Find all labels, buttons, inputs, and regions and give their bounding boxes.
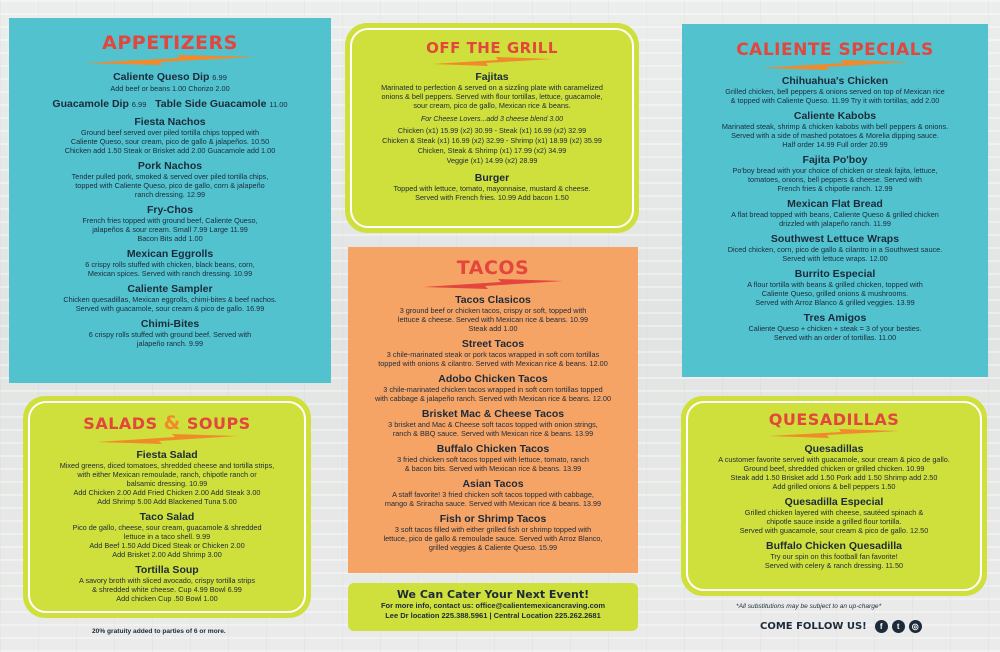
menu-item: Southwest Lettuce Wraps Diced chicken, corn, pico de gallo & cilantro in a Southwest sauce. Served with lettuce wraps. 12.00 bbox=[727, 233, 943, 263]
catering-title: We Can Cater Your Next Event! bbox=[396, 588, 590, 601]
quesadillas-title: QUESADILLAS bbox=[768, 410, 900, 429]
menu-item: Quesadillas A customer favorite served with guacamole, sour cream & pico de gallo. Ground beef, shredded chicken or grilled chicken. 10.99 Steak add 1.50 Brisket add 1.50 Pork add 1.50 Shrimp add 2.50 Add grilled onions & bell peppers 1.50 bbox=[718, 443, 950, 491]
menu-item: Fiesta Salad Mixed greens, diced tomatoes, shredded cheese and tortilla strips, with either Mexican remoulade, ranch, chipotle ranch or balsamic dressing. 10.99 Add Chicken 2.00 Add Fried Chicken 2.00 Add Steak 3.00 Add Shrimp 5.00 Add Blackened Tuna 5.00 bbox=[59, 449, 275, 506]
appetizers-list bbox=[9, 71, 331, 348]
specials-list bbox=[682, 75, 988, 342]
menu-item: Fajitas Marinated to perfection & served on a sizzling plate with caramelized onions & bell peppers. Served with flour tortillas, lettuce, guacamole, sour cream, pico de gallo, Mexican rice & beans. For Cheese Lovers...add 3 cheese blend 3.00 Chicken (x1) 15.99 (x2) 30.99 - Steak (x1) 16.99 (x2) 32.99 Chicken & Steak (x1) 16.99 (x2) 32.99 - Shrimp (x1) 18.99 (x2) 35.99 Chicken, Steak & Shrimp (x1) 17.99 (x2) 34.99 Veggie (x1) 14.99 (x2) 28.99 bbox=[345, 71, 639, 166]
menu-item: Street Tacos 3 chile-marinated steak or pork tacos wrapped in soft corn tortillas topped with onions & cilantro. Served with Mexican rice & beans. 12.00 bbox=[378, 338, 608, 368]
catering-locations: Lee Dr location 225.388.5961 | Central Location 225.262.2681 bbox=[385, 611, 601, 620]
instagram-icon[interactable]: ◎ bbox=[909, 620, 922, 633]
off-the-grill-panel bbox=[345, 23, 639, 233]
menu-item: Guacamole Dip 6.99 Table Side Guacamole 11.00 bbox=[52, 98, 288, 110]
menu-item: Chimi-Bites 6 crispy rolls stuffed with ground beef. Served with jalapeño ranch. 9.99 bbox=[88, 318, 252, 348]
quesadillas-panel bbox=[681, 396, 987, 596]
menu-item: Burger Topped with lettuce, tomato, mayonnaise, mustard & cheese. Served with French fries. 10.99 Add bacon 1.50 bbox=[393, 172, 591, 202]
gratuity-note: 20% gratuity added to parties of 6 or more. bbox=[92, 628, 226, 635]
caliente-specials-title: CALIENTE SPECIALS bbox=[736, 40, 934, 60]
salads-soups-title: SALADS & SOUPS bbox=[83, 412, 251, 434]
tacos-title: TACOS bbox=[456, 257, 530, 279]
menu-item: Quesadilla Especial Grilled chicken layered with cheese, sautéed spinach & chipotle sauce inside a grilled flour tortilla. Served with guacamole, sour cream & pico de gallo. 12.50 bbox=[739, 496, 929, 535]
menu-item: Caliente Kabobs Marinated steak, shrimp & chicken kabobs with bell peppers & onions. Served with a side of mashed potatoes & Morelia dipping sauce. Half order 14.99 Full order 20.99 bbox=[721, 110, 949, 149]
menu-item: Tacos Clasicos 3 ground beef or chicken tacos, crispy or soft, topped with lettuce & cheese. Served with Mexican rice & beans. 10.99 Steak add 1.00 bbox=[397, 294, 589, 333]
tacos-list bbox=[348, 294, 638, 552]
quesadillas-list bbox=[681, 443, 987, 570]
follow-label: COME FOLLOW US! bbox=[760, 621, 867, 632]
menu-item: Tortilla Soup A savory broth with sliced avocado, crispy tortilla strips & shredded white cheese. Cup 4.99 Bowl 6.99 Add chicken Cup .50 Bowl 1.00 bbox=[78, 564, 255, 603]
caliente-specials-panel bbox=[682, 24, 988, 377]
menu-item: Buffalo Chicken Tacos 3 fried chicken soft tacos topped with lettuce, tomato, ranch & bacon bits. Served with Mexican rice & beans. 13.99 bbox=[397, 443, 589, 473]
cheese-note: For Cheese Lovers...add 3 cheese blend 3.00 bbox=[420, 116, 564, 123]
lightning-bolt-icon bbox=[760, 60, 910, 70]
tacos-panel bbox=[348, 247, 638, 573]
substitutions-note: *All substitutions may be subject to an up-charge* bbox=[736, 603, 882, 610]
lightning-bolt-icon bbox=[769, 429, 899, 438]
menu-item: Burrito Especial A flour tortilla with beans & grilled chicken, topped with Caliente Queso, grilled onions & mushrooms. Served with Arroz Blanco & grilled veggies. 13.99 bbox=[747, 268, 923, 307]
menu-item: Tres Amigos Caliente Queso + chicken + steak = 3 of your besties. Served with an order of tortillas. 11.00 bbox=[748, 312, 922, 342]
menu-item: Mexican Eggrolls 6 crispy rolls stuffed with chicken, black beans, corn, Mexican spices. Served with ranch dressing. 10.99 bbox=[85, 248, 255, 278]
menu-item: Brisket Mac & Cheese Tacos 3 brisket and Mac & Cheese soft tacos topped with onion strings, ranch & BBQ sauce. Served with Mexican rice & beans. 13.99 bbox=[388, 408, 598, 438]
facebook-icon[interactable]: f bbox=[875, 620, 888, 633]
menu-item: Buffalo Chicken Quesadilla Try our spin on this football fan favorite! Served with celery & ranch dressing. 11.50 bbox=[764, 540, 904, 570]
menu-item: Adobo Chicken Tacos 3 chile-marinated chicken tacos wrapped in soft corn tortillas topped with cabbage & jalapeño ranch. Served with Mexican rice & beans. 12.00 bbox=[374, 373, 612, 403]
menu-item: Taco Salad Pico de gallo, cheese, sour cream, guacamole & shredded lettuce in a taco shell. 9.99 Add Beef 1.50 Add Diced Steak or Chicken 2.00 Add Brisket 2.00 Add Shrimp 3.00 bbox=[72, 511, 262, 559]
lightning-bolt-icon bbox=[423, 279, 563, 289]
menu-item: Mexican Flat Bread A flat bread topped with beans, Caliente Queso & grilled chicken drizzled with jalapeño ranch. 11.99 bbox=[731, 198, 939, 228]
twitter-icon[interactable]: t bbox=[892, 620, 905, 633]
off-the-grill-title: OFF THE GRILL bbox=[426, 39, 558, 57]
menu-item: Fry-Chos French fries topped with ground beef, Caliente Queso, jalapeños & sour cream. Small 7.99 Large 11.99 Bacon Bits add 1.00 bbox=[82, 204, 258, 243]
lightning-bolt-icon bbox=[432, 57, 552, 66]
salads-list bbox=[23, 449, 311, 603]
fajita-price-row: Chicken (x1) 15.99 (x2) 30.99 - Steak (x1) 16.99 (x2) 32.99 bbox=[397, 126, 587, 135]
fajita-price-row: Chicken & Steak (x1) 16.99 (x2) 32.99 - Shrimp (x1) 18.99 (x2) 35.99 bbox=[382, 136, 602, 145]
catering-contact: For more info, contact us: office@calientemexicancraving.com bbox=[380, 601, 606, 610]
menu-item: Fajita Po'boy Po'boy bread with your choice of chicken or steak fajita, lettuce, tomatoes, onions, bell peppers & cheese. Served with French fries & chipotle ranch. 12.99 bbox=[732, 154, 938, 193]
fajita-price-row: Chicken, Steak & Shrimp (x1) 17.99 (x2) 34.99 bbox=[417, 146, 567, 155]
menu-item: Caliente Queso Dip 6.99 Add beef or beans 1.00 Chorizo 2.00 bbox=[110, 71, 230, 93]
lightning-bolt-icon bbox=[85, 54, 255, 66]
menu-item: Asian Tacos A staff favorite! 3 fried chicken soft tacos topped with cabbage, mango & Sriracha sauce. Served with Mexican rice & beans. 13.99 bbox=[384, 478, 602, 508]
salads-soups-panel bbox=[23, 396, 311, 618]
menu-item: Fiesta Nachos Ground beef served over piled tortilla chips topped with Caliente Queso, sour cream, pico de gallo & jalapeños. 10.50 Chicken add 1.50 Steak or Brisket add 2.00 Guacamole add 1.00 bbox=[64, 116, 276, 155]
appetizers-title: APPETIZERS bbox=[102, 32, 238, 54]
menu-item: Fish or Shrimp Tacos 3 soft tacos filled with either grilled fish or shrimp topped with lettuce, pico de gallo & remoulade sauce. Served with Arroz Blanco, grilled veggies & Caliente Queso. 15.99 bbox=[383, 513, 603, 552]
menu-item: Caliente Sampler Chicken quesadillas, Mexican eggrolls, chimi-bites & beef nachos. Served with guacamole, sour cream & pico de gallo. 16.99 bbox=[63, 283, 277, 313]
menu-item: Pork Nachos Tender pulled pork, smoked & served over piled tortilla chips, topped with Caliente Queso, pico de gallo, corn & jalapeño ranch dressing. 12.99 bbox=[71, 160, 269, 199]
menu-item: Chihuahua's Chicken Grilled chicken, bell peppers & onions served on top of Mexican rice & topped with Caliente Queso. 11.99 Try it with tortillas, add 2.00 bbox=[725, 75, 945, 105]
social-links bbox=[760, 620, 922, 633]
fajita-price-row: Veggie (x1) 14.99 (x2) 28.99 bbox=[446, 156, 538, 165]
catering-banner bbox=[348, 583, 638, 631]
lightning-bolt-icon bbox=[97, 434, 237, 444]
appetizers-panel bbox=[9, 18, 331, 383]
